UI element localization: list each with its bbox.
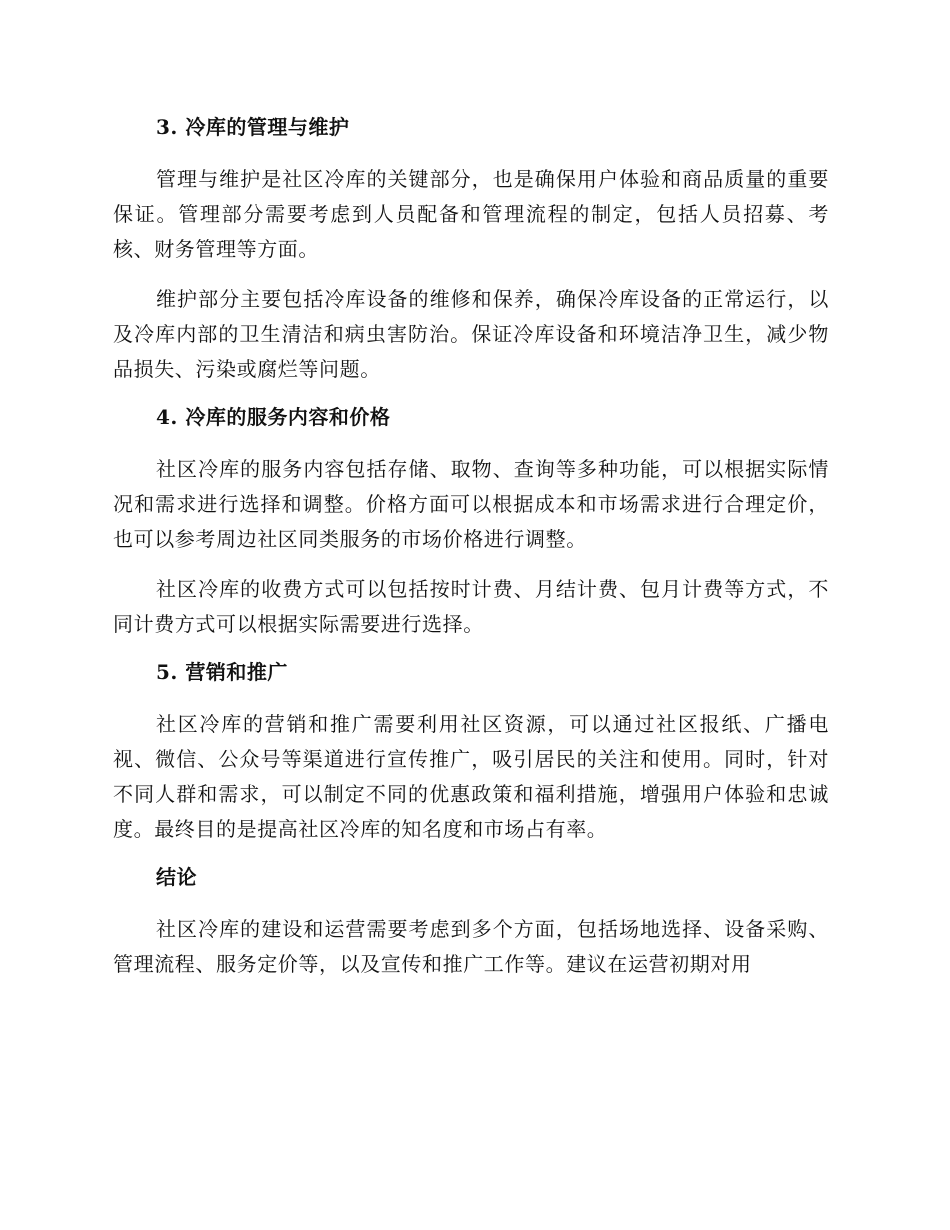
section-heading: 结论 — [156, 865, 197, 889]
section-management — [113, 112, 829, 387]
paragraph: 社区冷库的营销和推广需要利用社区资源，可以通过社区报纸、广播电视、微信、公众号等渠道进行宣传推广，吸引居民的关注和使用。同时，针对不同人群和需求，可以制定不同的优惠政策和福利措施，增强用户体验和忠诚度。最终目的是提高社区冷库的知名度和市场占有率。 — [113, 712, 829, 841]
section-services-pricing — [113, 402, 829, 642]
paragraph: 社区冷库的建设和运营需要考虑到多个方面，包括场地选择、设备采购、管理流程、服务定价等，以及宣传和推广工作等。建议在运营初期对用 — [113, 917, 829, 976]
section-heading: 3. 冷库的管理与维护 — [156, 115, 350, 139]
section-conclusion — [113, 862, 829, 982]
document-page — [113, 112, 829, 997]
paragraph: 维护部分主要包括冷库设备的维修和保养，确保冷库设备的正常运行，以及冷库内部的卫生清洁和病虫害防治。保证冷库设备和环境洁净卫生，减少物品损失、污染或腐烂等问题。 — [113, 287, 829, 381]
section-heading: 5. 营销和推广 — [156, 660, 288, 684]
paragraph: 管理与维护是社区冷库的关键部分，也是确保用户体验和商品质量的重要保证。管理部分需要考虑到人员配备和管理流程的制定，包括人员招募、考核、财务管理等方面。 — [113, 167, 829, 261]
section-heading: 4. 冷库的服务内容和价格 — [156, 405, 391, 429]
paragraph: 社区冷库的收费方式可以包括按时计费、月结计费、包月计费等方式，不同计费方式可以根据实际需要进行选择。 — [113, 577, 829, 636]
section-marketing — [113, 657, 829, 847]
paragraph: 社区冷库的服务内容包括存储、取物、查询等多种功能，可以根据实际情况和需求进行选择和调整。价格方面可以根据成本和市场需求进行合理定价，也可以参考周边社区同类服务的市场价格进行调整。 — [113, 457, 829, 551]
